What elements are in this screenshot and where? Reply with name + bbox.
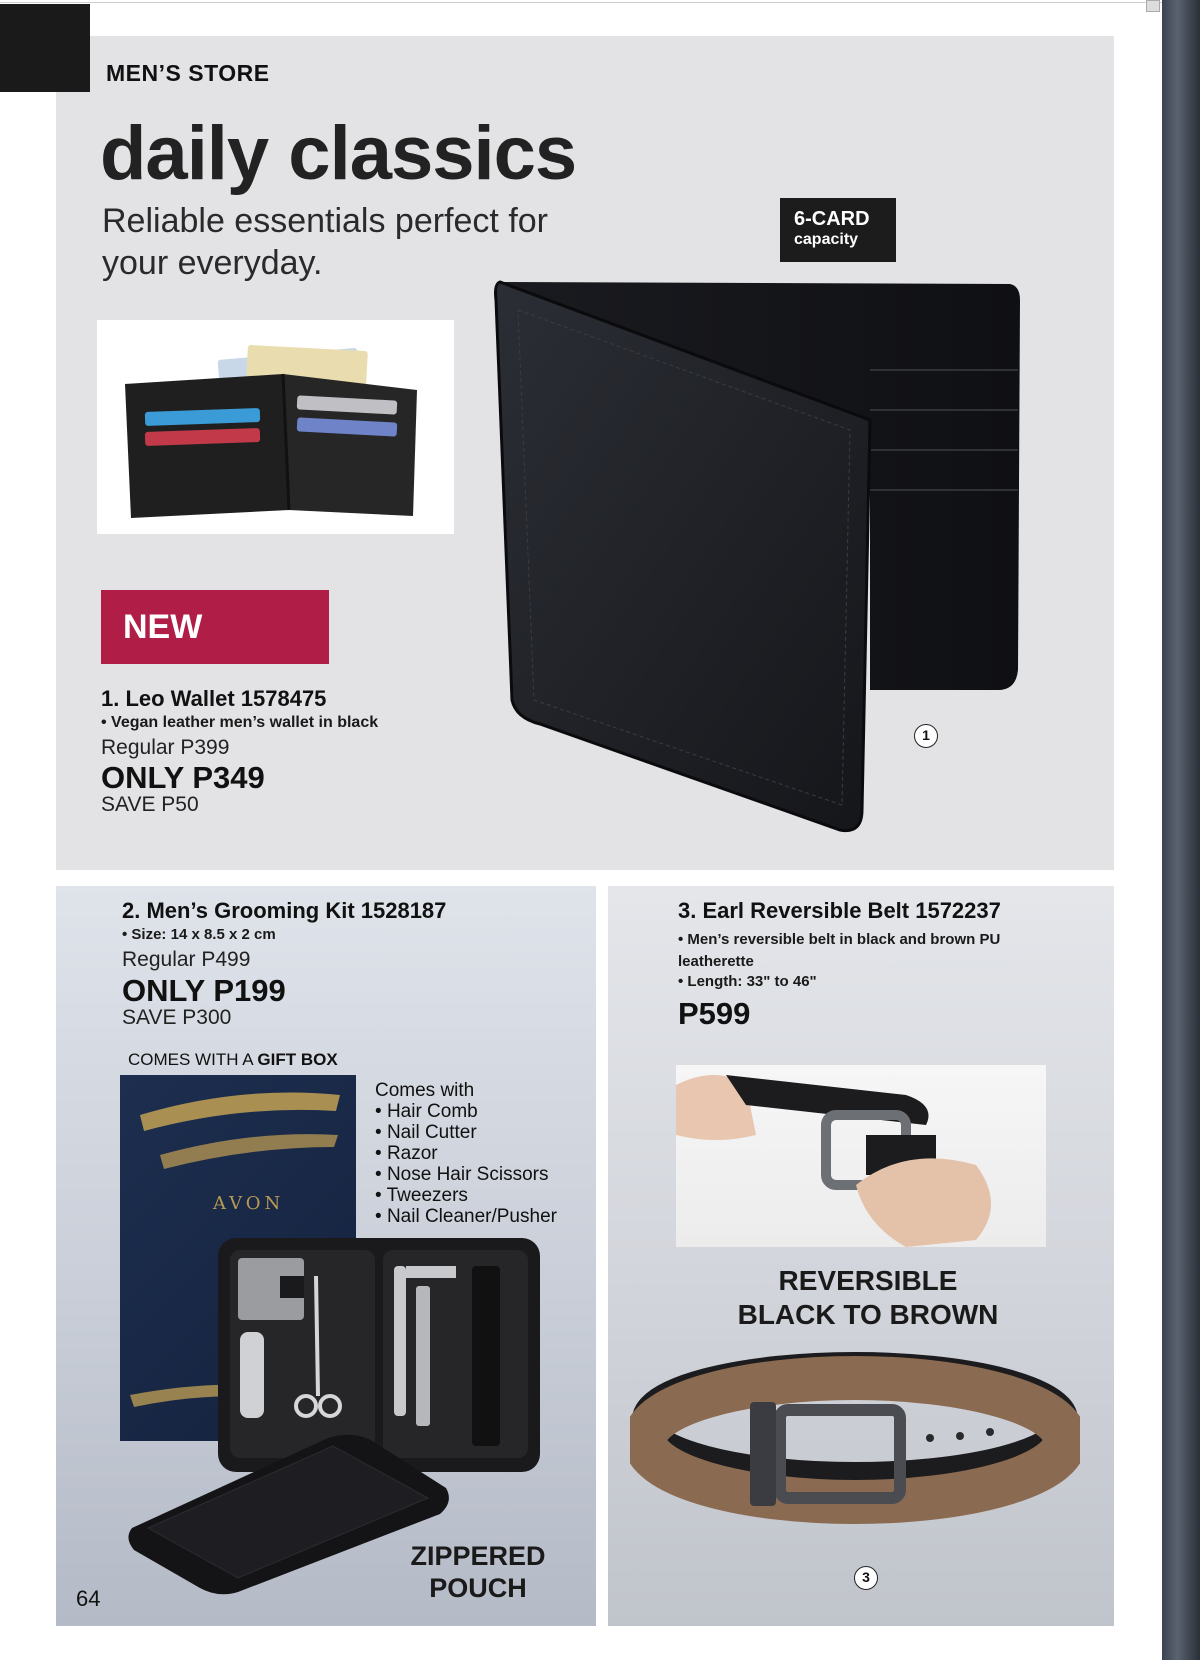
page-subhead: Reliable essentials perfect for your everyday.	[102, 202, 549, 282]
capacity-badge	[780, 198, 896, 262]
product3-title: 3. Earl Reversible Belt 1572237	[678, 898, 1001, 923]
earl-belt-image	[630, 1340, 1080, 1540]
kit-contents	[375, 1080, 557, 1227]
page-number: 64	[76, 1586, 101, 1611]
product-number-1: 1	[914, 724, 938, 748]
product1-sale-price: ONLY P349	[101, 760, 265, 795]
adjacent-page-edge	[1162, 0, 1200, 1660]
gift-box-note	[128, 1050, 338, 1070]
kit-item: • Nose Hair Scissors	[375, 1164, 557, 1185]
product2-regular-price: Regular P499	[122, 948, 251, 971]
kit-item: • Tweezers	[375, 1185, 557, 1206]
section-tab	[0, 4, 90, 92]
zip-label-line1: ZIPPERED	[410, 1541, 546, 1571]
kit-contents-label: Comes with	[375, 1080, 475, 1101]
product3-length: • Length: 33" to 46"	[678, 973, 817, 990]
product1-regular-price: Regular P399	[101, 736, 230, 759]
open-wallet-photo	[97, 320, 454, 534]
hands-belt-illustration	[676, 1065, 1046, 1247]
avon-logo: AVON	[213, 1193, 285, 1214]
product1-title: 1. Leo Wallet 1578475	[101, 686, 327, 711]
capacity-word: capacity	[794, 231, 859, 248]
kit-item: • Nail Cutter	[375, 1122, 557, 1143]
capacity-count: 6-CARD	[794, 208, 870, 230]
product1-savings: SAVE P50	[101, 793, 199, 816]
page-corner-icon[interactable]	[1146, 0, 1160, 12]
product2-title: 2. Men’s Grooming Kit 1528187	[122, 898, 447, 923]
kit-item: • Nail Cleaner/Pusher	[375, 1206, 557, 1227]
belt-buckle-photo	[676, 1065, 1046, 1247]
gift-note-bold: GIFT BOX	[257, 1050, 338, 1069]
reversible-line1: REVERSIBLE	[778, 1265, 958, 1296]
product3-description: • Men’s reversible belt in black and brown PU leatherette	[678, 931, 1001, 970]
product2-size: • Size: 14 x 8.5 x 2 cm	[122, 926, 276, 943]
wallet-illustration	[490, 270, 1050, 870]
section-label: MEN’S STORE	[106, 60, 270, 86]
zip-label-line2: POUCH	[429, 1573, 527, 1603]
product3-price: P599	[678, 996, 751, 1031]
reversible-label	[718, 1264, 1018, 1332]
page-headline: daily classics	[100, 111, 577, 196]
new-badge: NEW	[101, 590, 329, 664]
coiled-belt-illustration	[630, 1340, 1080, 1540]
zippered-pouch-label	[400, 1540, 556, 1604]
product2-sale-price: ONLY P199	[122, 973, 286, 1008]
gift-note-prefix: COMES WITH A	[128, 1050, 258, 1069]
kit-item: • Hair Comb	[375, 1101, 557, 1122]
leo-wallet-image	[490, 270, 1050, 870]
product-number-3: 3	[854, 1566, 878, 1590]
product1-description: • Vegan leather men’s wallet in black	[101, 714, 379, 731]
kit-item: • Razor	[375, 1143, 557, 1164]
open-wallet-illustration	[97, 320, 454, 534]
product2-savings: SAVE P300	[122, 1006, 232, 1029]
reversible-line2: BLACK TO BROWN	[737, 1299, 999, 1330]
page-top-rule	[0, 2, 1162, 3]
